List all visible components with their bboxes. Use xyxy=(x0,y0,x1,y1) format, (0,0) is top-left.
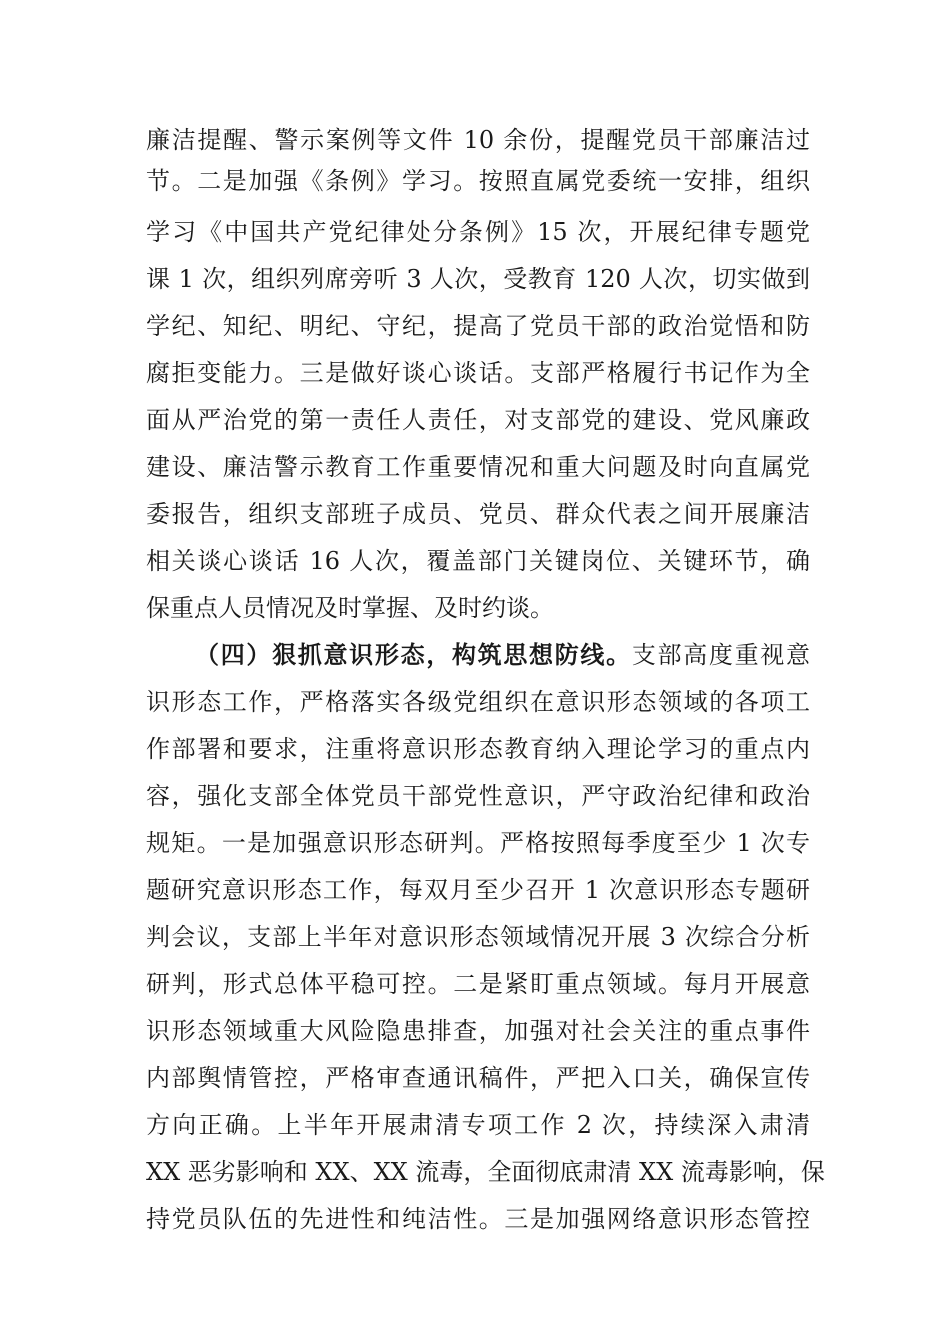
text-line: 作部署和要求，注重将意识形态教育纳入理论学习的重点内 xyxy=(146,735,810,763)
text-line: 容，强化支部全体党员干部党性意识，严守政治纪律和政治 xyxy=(146,782,810,810)
section-4-heading: （四）狠抓意识形态，构筑思想防线。 xyxy=(195,640,632,669)
text-line: 方向正确。上半年开展肃清专项工作 2 次，持续深入肃清 xyxy=(146,1111,810,1139)
text-line: 廉洁提醒、警示案例等文件 10 余份，提醒党员干部廉洁过 xyxy=(146,126,810,154)
text-line: 题研究意识形态工作，每双月至少召开 1 次意识形态专题研 xyxy=(146,876,810,904)
text-line: 内部舆情管控，严格审查通讯稿件，严把入口关，确保宣传 xyxy=(146,1064,810,1092)
text-line: 持党员队伍的先进性和纯洁性。三是加强网络意识形态管控 xyxy=(146,1205,810,1233)
section-4-first-line-text: 支部高度重视意 xyxy=(631,641,811,669)
text-line: 识形态工作，严格落实各级党组织在意识形态领域的各项工 xyxy=(146,688,810,716)
text-line: XX 恶劣影响和 XX、XX 流毒，全面彻底肃清 XX 流毒影响，保 xyxy=(146,1158,825,1186)
text-line: 课 1 次，组织列席旁听 3 人次，受教育 120 人次，切实做到 xyxy=(146,265,810,293)
text-line: 委报告，组织支部班子成员、党员、群众代表之间开展廉洁 xyxy=(146,500,810,528)
text-line: 研判，形式总体平稳可控。二是紧盯重点领域。每月开展意 xyxy=(146,970,810,998)
text-line: 保重点人员情况及时掌握、及时约谈。 xyxy=(146,594,554,622)
text-line: 学习《中国共产党纪律处分条例》15 次，开展纪律专题党 xyxy=(146,218,810,246)
text-line: 相关谈心谈话 16 人次，覆盖部门关键岗位、关键环节，确 xyxy=(146,547,810,575)
text-line: 规矩。一是加强意识形态研判。严格按照每季度至少 1 次专 xyxy=(146,829,810,857)
text-line: 判会议，支部上半年对意识形态领域情况开展 3 次综合分析 xyxy=(146,923,810,951)
text-line: 学纪、知纪、明纪、守纪，提高了党员干部的政治觉悟和防 xyxy=(146,312,810,340)
text-line: 面从严治党的第一责任人责任，对支部党的建设、党风廉政 xyxy=(146,406,810,434)
text-line: 节。二是加强《条例》学习。按照直属党委统一安排，组织 xyxy=(146,167,810,195)
text-line: 识形态领域重大风险隐患排查，加强对社会关注的重点事件 xyxy=(146,1017,810,1045)
text-line: 建设、廉洁警示教育工作重要情况和重大问题及时向直属党 xyxy=(146,453,810,481)
section-4-first-line xyxy=(195,635,810,675)
text-line: 腐拒变能力。三是做好谈心谈话。支部严格履行书记作为全 xyxy=(146,359,810,387)
